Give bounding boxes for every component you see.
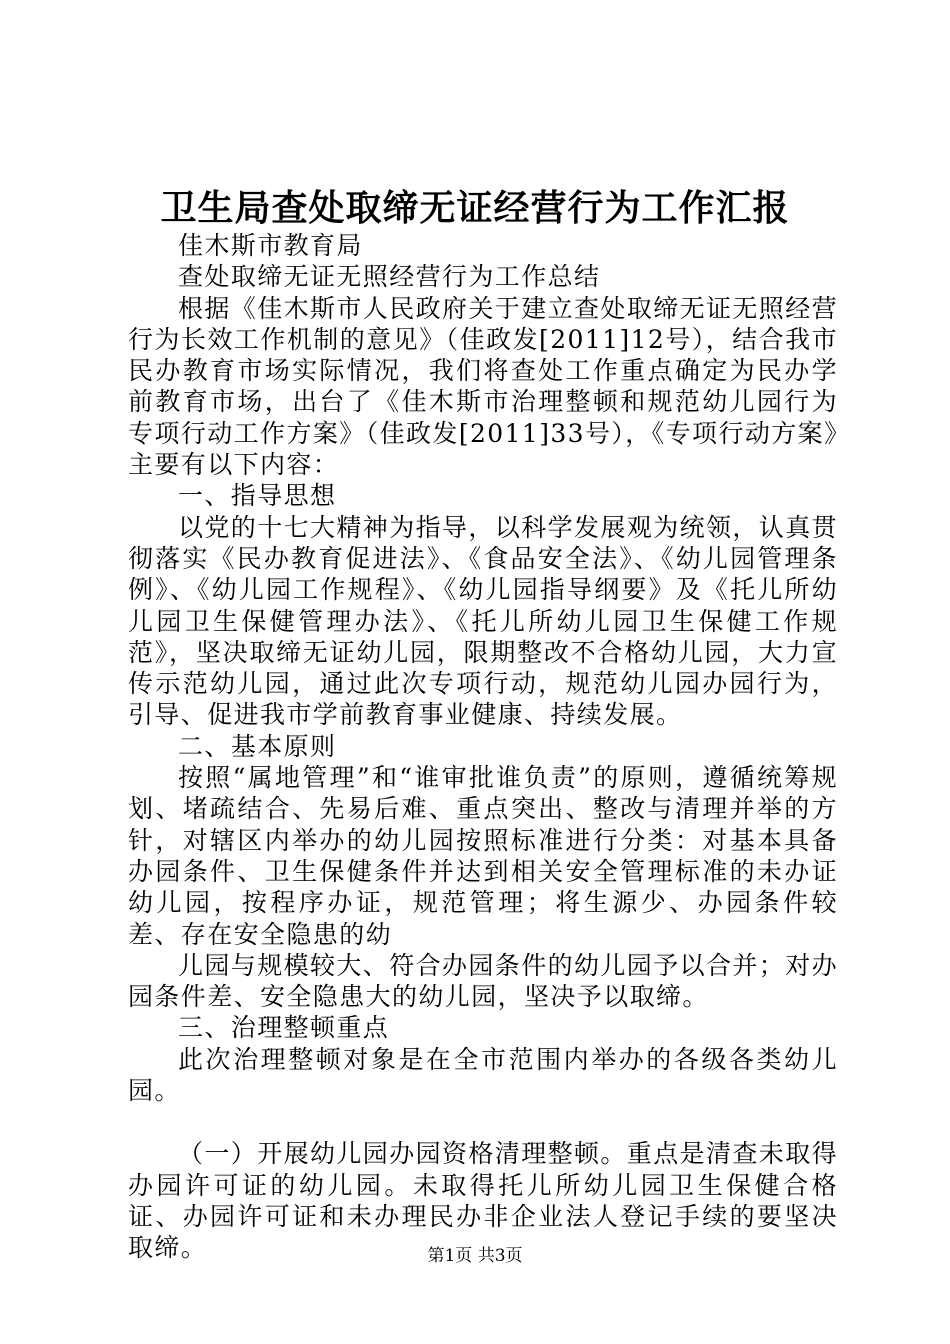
paragraph-subtitle: 查处取缔无证无照经营行为工作总结	[178, 262, 601, 292]
section-heading-guiding-ideology: 一、指导思想	[178, 481, 337, 511]
document-body	[128, 230, 838, 1264]
paragraph-rectification-target: 此次治理整顿对象是在全市范围内举办的各级各类幼儿园。	[128, 1044, 838, 1106]
paragraph-guiding-ideology: 以党的十七大精神为指导，以科学发展观为统领，认真贯彻落实《民办教育促进法》、《食品安全法》、《幼儿园管理条例》、《幼儿园工作规程》、《幼儿园指导纲要》及《托儿所幼儿园卫生保健管理办法》、《托儿所幼儿园卫生保健工作规范》，坚决取缔无证幼儿园，限期整改不合格幼儿园，大力宣传示范幼儿园，通过此次专项行动，规范幼儿园办园行为，引导、促进我市学前教育事业健康、持续发展。	[128, 512, 839, 730]
paragraph-issuer: 佳木斯市教育局	[178, 231, 363, 260]
section-heading-rectification-focus: 三、治理整顿重点	[178, 1013, 390, 1043]
paragraph-item-one: （一）开展幼儿园办园资格清理整顿。重点是清查未取得办园许可证的幼儿园。未取得托儿所幼儿园卫生保健合格证、办园许可证和未办理民办非企业法人登记手续的要坚决取缔。	[128, 1139, 839, 1263]
paragraph-basic-principles-continued: 儿园与规模较大、符合办园条件的幼儿园予以合并；对办园条件差、安全隐患大的幼儿园，坚决予以取缔。	[128, 950, 839, 1012]
paragraph-basic-principles: 按照“属地管理”和“谁审批谁负责”的原则，遵循统筹规划、堵疏结合、先易后难、重点突出、整改与清理并举的方针，对辖区内举办的幼儿园按照标准进行分类：对基本具备办园条件、卫生保健条件并达到相关安全管理标准的未办证幼儿园，按程序办证，规范管理；将生源少、办园条件较差、存在安全隐患的幼	[128, 763, 838, 949]
section-heading-basic-principles: 二、基本原则	[178, 731, 337, 761]
document-title: 卫生局查处取缔无证经营行为工作汇报	[160, 187, 790, 229]
paragraph-intro: 根据《佳木斯市人民政府关于建立查处取缔无证无照经营行为长效工作机制的意见》（佳政发[2011]12号），结合我市民办教育市场实际情况，我们将查处工作重点确定为民办学前教育市场，出台了《佳木斯市治理整顿和规范幼儿园行为专项行动工作方案》（佳政发[2011]33号），《专项行动方案》主要有以下内容：	[128, 293, 839, 480]
page-number: 第1页 共3页	[427, 1246, 523, 1266]
